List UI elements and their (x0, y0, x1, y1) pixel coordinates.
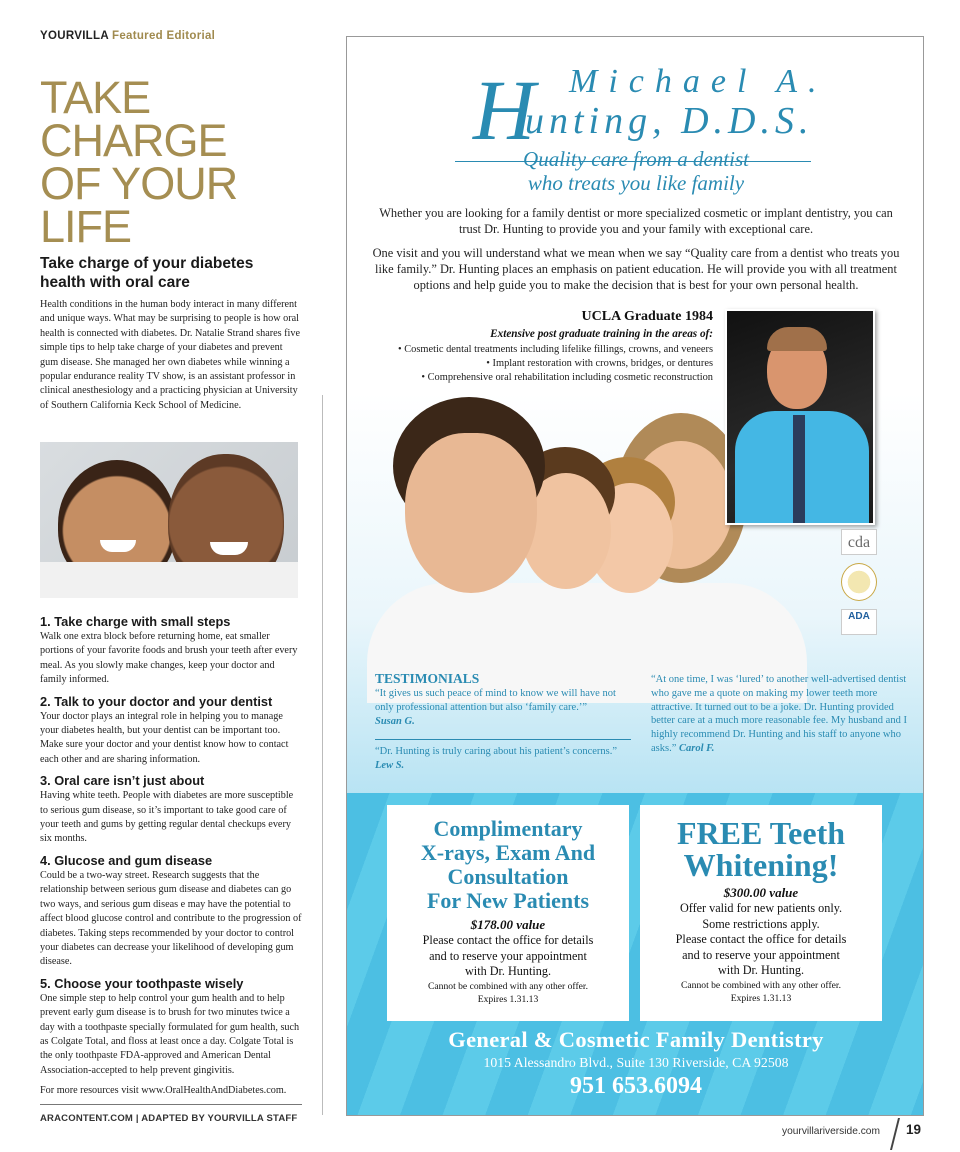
footer-divider (890, 1118, 900, 1150)
coupon-body-line: Please contact the office for details (675, 932, 847, 947)
editorial-column (40, 30, 302, 1125)
logo-last-name: unting, D.D.S. (525, 100, 814, 142)
coupon-body-line: and to reserve your appointment (429, 948, 587, 963)
coupon-headline (640, 817, 882, 881)
coupon-body (387, 933, 629, 980)
tip-item (40, 976, 302, 1078)
tip-title: 3. Oral care isn’t just about (40, 773, 205, 789)
cda-logo: cda (841, 529, 877, 555)
headline-line: FREE Teeth (676, 815, 846, 851)
tips-list (40, 608, 302, 1124)
testimonials (375, 671, 915, 771)
testimonial-quote: “It gives us such peace of mind to know we will have not only professional attention but also ‘family care.’” (375, 688, 616, 713)
testimonial-author: Carol F. (679, 742, 715, 754)
tagline-line: Quality care from a dentist (523, 147, 749, 171)
coupon-body-line: and to reserve your appointment (682, 947, 840, 962)
tip-body: Could be a two-way street. Research suggests that the relationship between serious gum disease and diabetes can go two ways, and serious gum diseas e may have the potential to affect blood glucose control and contribute to the progression of diabetes. Taking steps recommended by your doctor to control your diabetes can decrease your likelihood of developing gum disease. (40, 869, 302, 968)
headline-line: For New Patients (426, 888, 590, 913)
tip-item (40, 853, 302, 970)
coupon-body-line: Offer valid for new patients only. (679, 901, 843, 915)
coupon-body-line: with Dr. Hunting. (465, 964, 551, 979)
ada-logo: ADA (841, 609, 877, 635)
headline-line: Consultation (447, 864, 569, 889)
title-line: CHARGE (40, 115, 227, 166)
tip-body: Having white teeth. People with diabetes are more susceptible to serious gum disease, so it’s important to take good care of your teeth and gums by getting regular dental checkups every six months. (40, 790, 294, 845)
practice-contact (347, 1027, 924, 1100)
logo-initial: H (473, 62, 536, 158)
tip-body: Walk one extra block before returning home, eat smaller portions of your favorite foods and brush your teeth after every meal. As you slowly make changes, keep your doctor and family informed. (40, 631, 298, 686)
section-name: Featured Editorial (112, 30, 216, 42)
testimonials-heading: TESTIMONIALS (375, 671, 480, 686)
testimonial (651, 673, 907, 756)
dental-society-seal (841, 563, 877, 601)
coupon-fine-print: Cannot be combined with any other offer. (428, 980, 588, 992)
title-line: TAKE (40, 72, 151, 123)
coupon-body-line: Please contact the office for details (422, 933, 594, 947)
doctor-photo (725, 309, 875, 525)
editorial-intro: Health conditions in the human body interact in many different and unique ways. What may be surprising to people is how oral health is connected with diabetes. Dr. Natalie Strand shares five simple tips to help take charge of your diabetes and prevent gum disease. She managed her own diabetes while winning a popular endurance reality TV show, is an assistant professor in clinical anesthesiology and a practicing physician at University of Southern California Keck School of Medicine. (40, 299, 300, 411)
testimonial-divider (375, 739, 631, 740)
editorial-subtitle: Take charge of your diabetes health with oral care (40, 255, 254, 291)
father-face (405, 433, 537, 593)
article-credit: ARACONTENT.COM | ADAPTED BY YOURVILLA STAFF (40, 1113, 298, 1125)
title-line: OF YOUR (40, 158, 238, 209)
headline-line: X-rays, Exam And (420, 840, 596, 865)
dentist-advertisement (346, 36, 924, 1116)
testimonial (375, 687, 631, 728)
coupon-value: $300.00 value (723, 885, 799, 900)
tip-title: 1. Take charge with small steps (40, 614, 231, 629)
testimonial (375, 745, 631, 773)
logo-first-name: Michael A. (569, 63, 828, 100)
brand-name: YOURVILLA (40, 30, 109, 42)
tip-title: 4. Glucose and gum disease (40, 852, 213, 868)
association-badges (841, 529, 877, 643)
coupon-body-line: with Dr. Hunting. (718, 963, 804, 978)
tip-item (40, 694, 302, 768)
coupon-expiry: Expires 1.31.13 (730, 993, 792, 1005)
tip-body: One simple step to help control your gum health and to help prevent early gum disease is to brush for two minutes twice a day with a toothpaste specially formulated for gum health, such as Colgate Total, and floss at least once a day. Colgate Total is the only toothpaste FDA-approved and American Dental Association-accepted to help prevent gingivitis. (40, 992, 300, 1076)
editorial-title (40, 72, 302, 252)
couple-photo (40, 442, 298, 598)
credentials (357, 309, 713, 385)
coupon-expiry: Expires 1.31.13 (477, 994, 539, 1006)
coupon-new-patient-exam[interactable] (387, 805, 629, 1021)
coupon-value: $178.00 value (470, 917, 546, 932)
coupon-body (640, 901, 882, 979)
testimonial-author: Lew S. (375, 759, 405, 771)
credential-bullet: • Comprehensive oral rehabilitation including cosmetic reconstruction (421, 372, 713, 383)
testimonial-quote: “Dr. Hunting is truly caring about his patient’s concerns.” (375, 746, 618, 757)
footer-website[interactable]: yourvillariverside.com (782, 1126, 880, 1137)
testimonial-quote: “At one time, I was ‘lured’ to another well-advertised dentist who gave me a quote on making my lower teeth more attractive. It turned out to be a joke. Dr. Hunting provided better care at a much more reasonable fee. My husband and I highly recommend Dr. Hunting and his staff to anyone who asks.” (651, 674, 907, 754)
coupon-headline (387, 817, 629, 913)
shirts (40, 562, 298, 598)
practice-type: General & Cosmetic Family Dentistry (448, 1027, 824, 1052)
doctor-hair (767, 327, 827, 351)
headline-line: Complimentary (433, 816, 583, 841)
coupon-fine-print: Cannot be combined with any other offer. (681, 979, 841, 991)
coupon-body-line: Some restrictions apply. (702, 916, 820, 931)
ad-education-copy: One visit and you will understand what we mean when we say “Quality care from a dentist who treats you like family.” Dr. Hunting places an emphasis on patient education. He will provide you with all treatment options and help guide you to make the decision that is best for your own personal health. (372, 246, 900, 292)
offers-panel (347, 793, 924, 1116)
tip-item (40, 773, 302, 847)
credential-bullet: • Implant restoration with crowns, bridges, or dentures (486, 358, 713, 369)
ad-intro-copy: Whether you are looking for a family dentist or more specialized cosmetic or implant dentistry, you can trust Dr. Hunting to provide you and your family with exceptional care. (379, 206, 893, 236)
tip-item (40, 614, 302, 688)
tip-body: Your doctor plays an integral role in helping you to manage your diabetes health, but your dentist can be important too. Make sure your doctor and your dentist know how to contact each other and are sharing information. (40, 710, 289, 765)
practice-phone[interactable]: 951 653.6094 (570, 1073, 702, 1099)
page-number: 19 (906, 1122, 922, 1137)
training-line: Extensive post graduate training in the areas of: (490, 328, 713, 340)
ad-tagline (347, 147, 924, 195)
more-resources-link[interactable]: For more resources visit www.OralHealthAndDiabetes.com. (40, 1084, 302, 1105)
graduate-line: UCLA Graduate 1984 (581, 309, 713, 324)
testimonial-author: Susan G. (375, 715, 415, 727)
headline-line: Whitening! (683, 847, 839, 883)
title-line: LIFE (40, 201, 132, 252)
tagline-line: who treats you like family (527, 171, 745, 195)
practice-address: 1015 Alessandro Blvd., Suite 130 Riverside, CA 92508 (483, 1055, 789, 1070)
tip-title: 2. Talk to your doctor and your dentist (40, 693, 273, 709)
tip-title: 5. Choose your toothpaste wisely (40, 975, 244, 991)
coupon-teeth-whitening[interactable] (640, 805, 882, 1021)
column-divider (322, 395, 323, 1115)
doctor-tie (793, 415, 805, 525)
section-kicker (40, 30, 302, 42)
credential-bullet: • Cosmetic dental treatments including lifelike fillings, crowns, and veneers (398, 344, 713, 355)
